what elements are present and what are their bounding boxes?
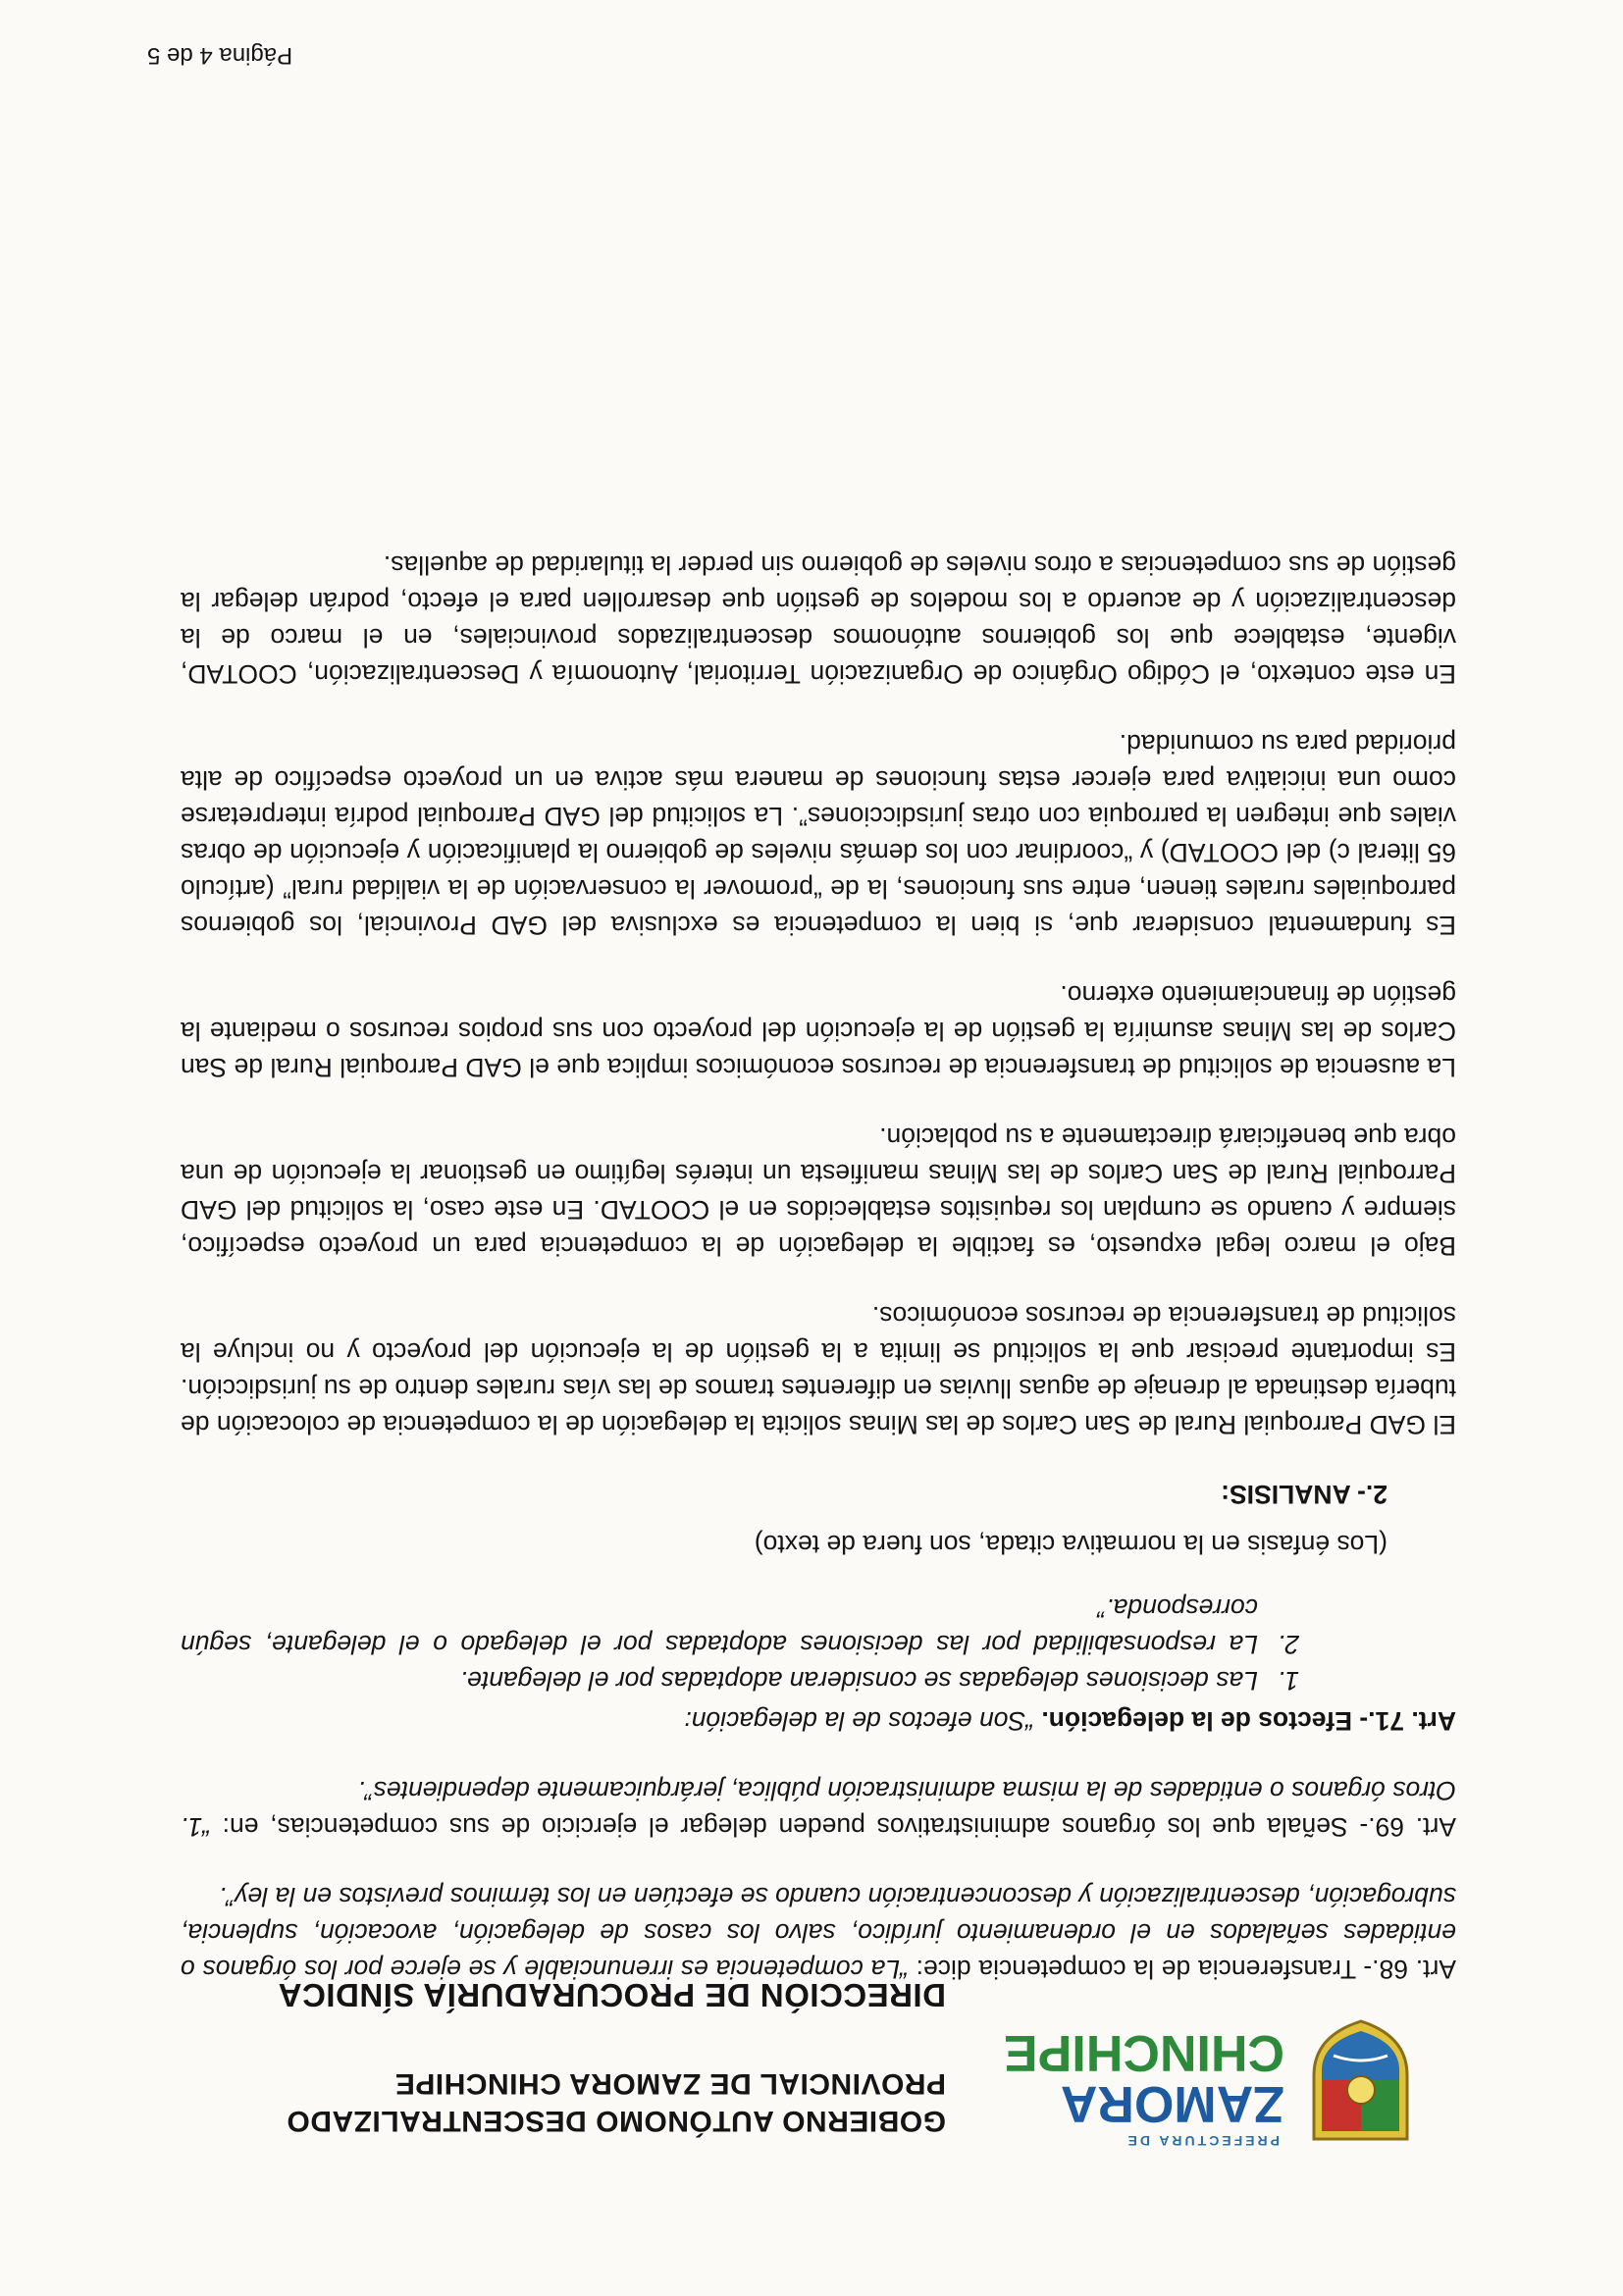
art69-quote: “1. Otros órganos o entidades de la misma administración pública, jerárquicamente dependientes”. [181, 1776, 1456, 1842]
art68-quote: “La competencia es irrenunciable y se ejerce por los órganos o entidades señalados en el ordenamiento jurídico, salvo los casos de delegación, avocación, suplencia, subrogación, descentralización y desconcentración cuando se efectúen en los términos previstos en la ley”. [180, 1882, 1456, 1984]
analysis-paragraph-1: El GAD Parroquial Rural de San Carlos de las Minas solicita la delegación de la competencia de colocación de tubería destinada al drenaje de aguas lluvias en diferentes tramos de las vías rurales dentro de su jurisdicción. Es importante precisar que la solicitud se limita a la gestión de la ejecución del proyecto y no incluye la solicitud de transferencia de recursos económicos. [181, 1301, 1456, 1439]
emphasis-note: (Los énfasis en la normativa citada, son fuera de texto) [754, 1530, 1387, 1559]
art69-lead: Art. 69.- Señala que los órganos administrativos pueden delegar el ejercicio de sus competencias, en: [210, 1812, 1456, 1842]
document-body [181, 513, 1456, 1987]
coat-of-arms-icon [1294, 2016, 1427, 2149]
art71-paragraph [181, 1702, 1456, 1739]
prefecture-logo [1005, 2016, 1427, 2149]
list-item: 1. Las decisiones delegadas se consideran adoptadas por el delegante. [459, 1666, 1299, 1696]
art68-paragraph [181, 1878, 1456, 1987]
logo-line2: CHINCHIPE [1003, 2024, 1284, 2081]
letterhead [200, 1976, 946, 2139]
analysis-heading: 2.- ANALISIS: [1221, 1480, 1387, 1509]
analysis-paragraph-3: La ausencia de solicitud de transferencia de recursos económicos implica que el GAD Parroquial Rural de San Carlos de las Minas asumiría la gestión de la ejecución del proyecto con sus propios recursos o mediante la gestión de financiamiento externo. [181, 980, 1456, 1082]
list-item: 2. La responsabilidad por las decisiones adoptadas por el delegado o el delegante, según corresponda.” [181, 1593, 1299, 1659]
page-number: Página 4 de 5 [147, 42, 293, 69]
art71-list [181, 1590, 1456, 1698]
analysis-paragraph-2: Bajo el marco legal expuesto, es factible la delegación de la competencia para un proyecto específico, siempre y cuando se cumplan los requisitos establecidos en el COOTAD. En este caso, la solicitud del GAD Parroquial Rural de San Carlos de las Minas manifiesta un interés legítimo en gestionar la ejecución de una obra que beneficiará directamente a su población. [181, 1122, 1456, 1261]
analysis-paragraph-5: En este contexto, el Código Orgánico de Organización Territorial, Autonomía y Descentralización, COOTAD, vigente, establece que los gobiernos autónomos descentralizados provinciales, en el marco de la descentralización y de acuerdo a los modelos de gestión que desarrollen para el efecto, podrán delegar la gestión de sus competencias a otros niveles de gobierno sin perder la titularidad de aquellas. [181, 550, 1456, 689]
department-name: DIRECCIÓN DE PROCURADURÍA SÍNDICA [278, 1977, 946, 2013]
art71-title: Art. 71.- Efectos de la delegación. [1041, 1706, 1456, 1736]
org-name-line2: PROVINCIAL DE ZAMORA CHINCHIPE [394, 2067, 946, 2100]
art71-quote: “Son efectos de la delegación: [684, 1706, 1042, 1736]
analysis-paragraph-4: Es fundamental considerar que, si bien la competencia es exclusiva del GAD Provincial, los gobiernos parroquiales rurales tienen, entre sus funciones, la de “promover la conservación de la vialidad rural” (artículo 65 literal c) del COOTAD) y “coordinar con los demás niveles de gobierno la planificación y ejecución de obras viales que integren la parroquia con otras jurisdicciones”. La solicitud del GAD Parroquial podría interpretarse como una iniciativa para ejercer estas funciones de manera más activa en un proyecto específico de alta prioridad para su comunidad. [181, 729, 1456, 940]
logo-prefix: PREFECTURA DE [1125, 2133, 1280, 2149]
logo-line1: ZAMORA [1060, 2075, 1284, 2132]
art68-lead: Art. 68.- Transferencia de la competencia dice: [908, 1955, 1456, 1984]
art69-paragraph [181, 1772, 1456, 1845]
org-name-line1: GOBIERNO AUTÓNOMO DESCENTRALIZADO [286, 2105, 946, 2137]
